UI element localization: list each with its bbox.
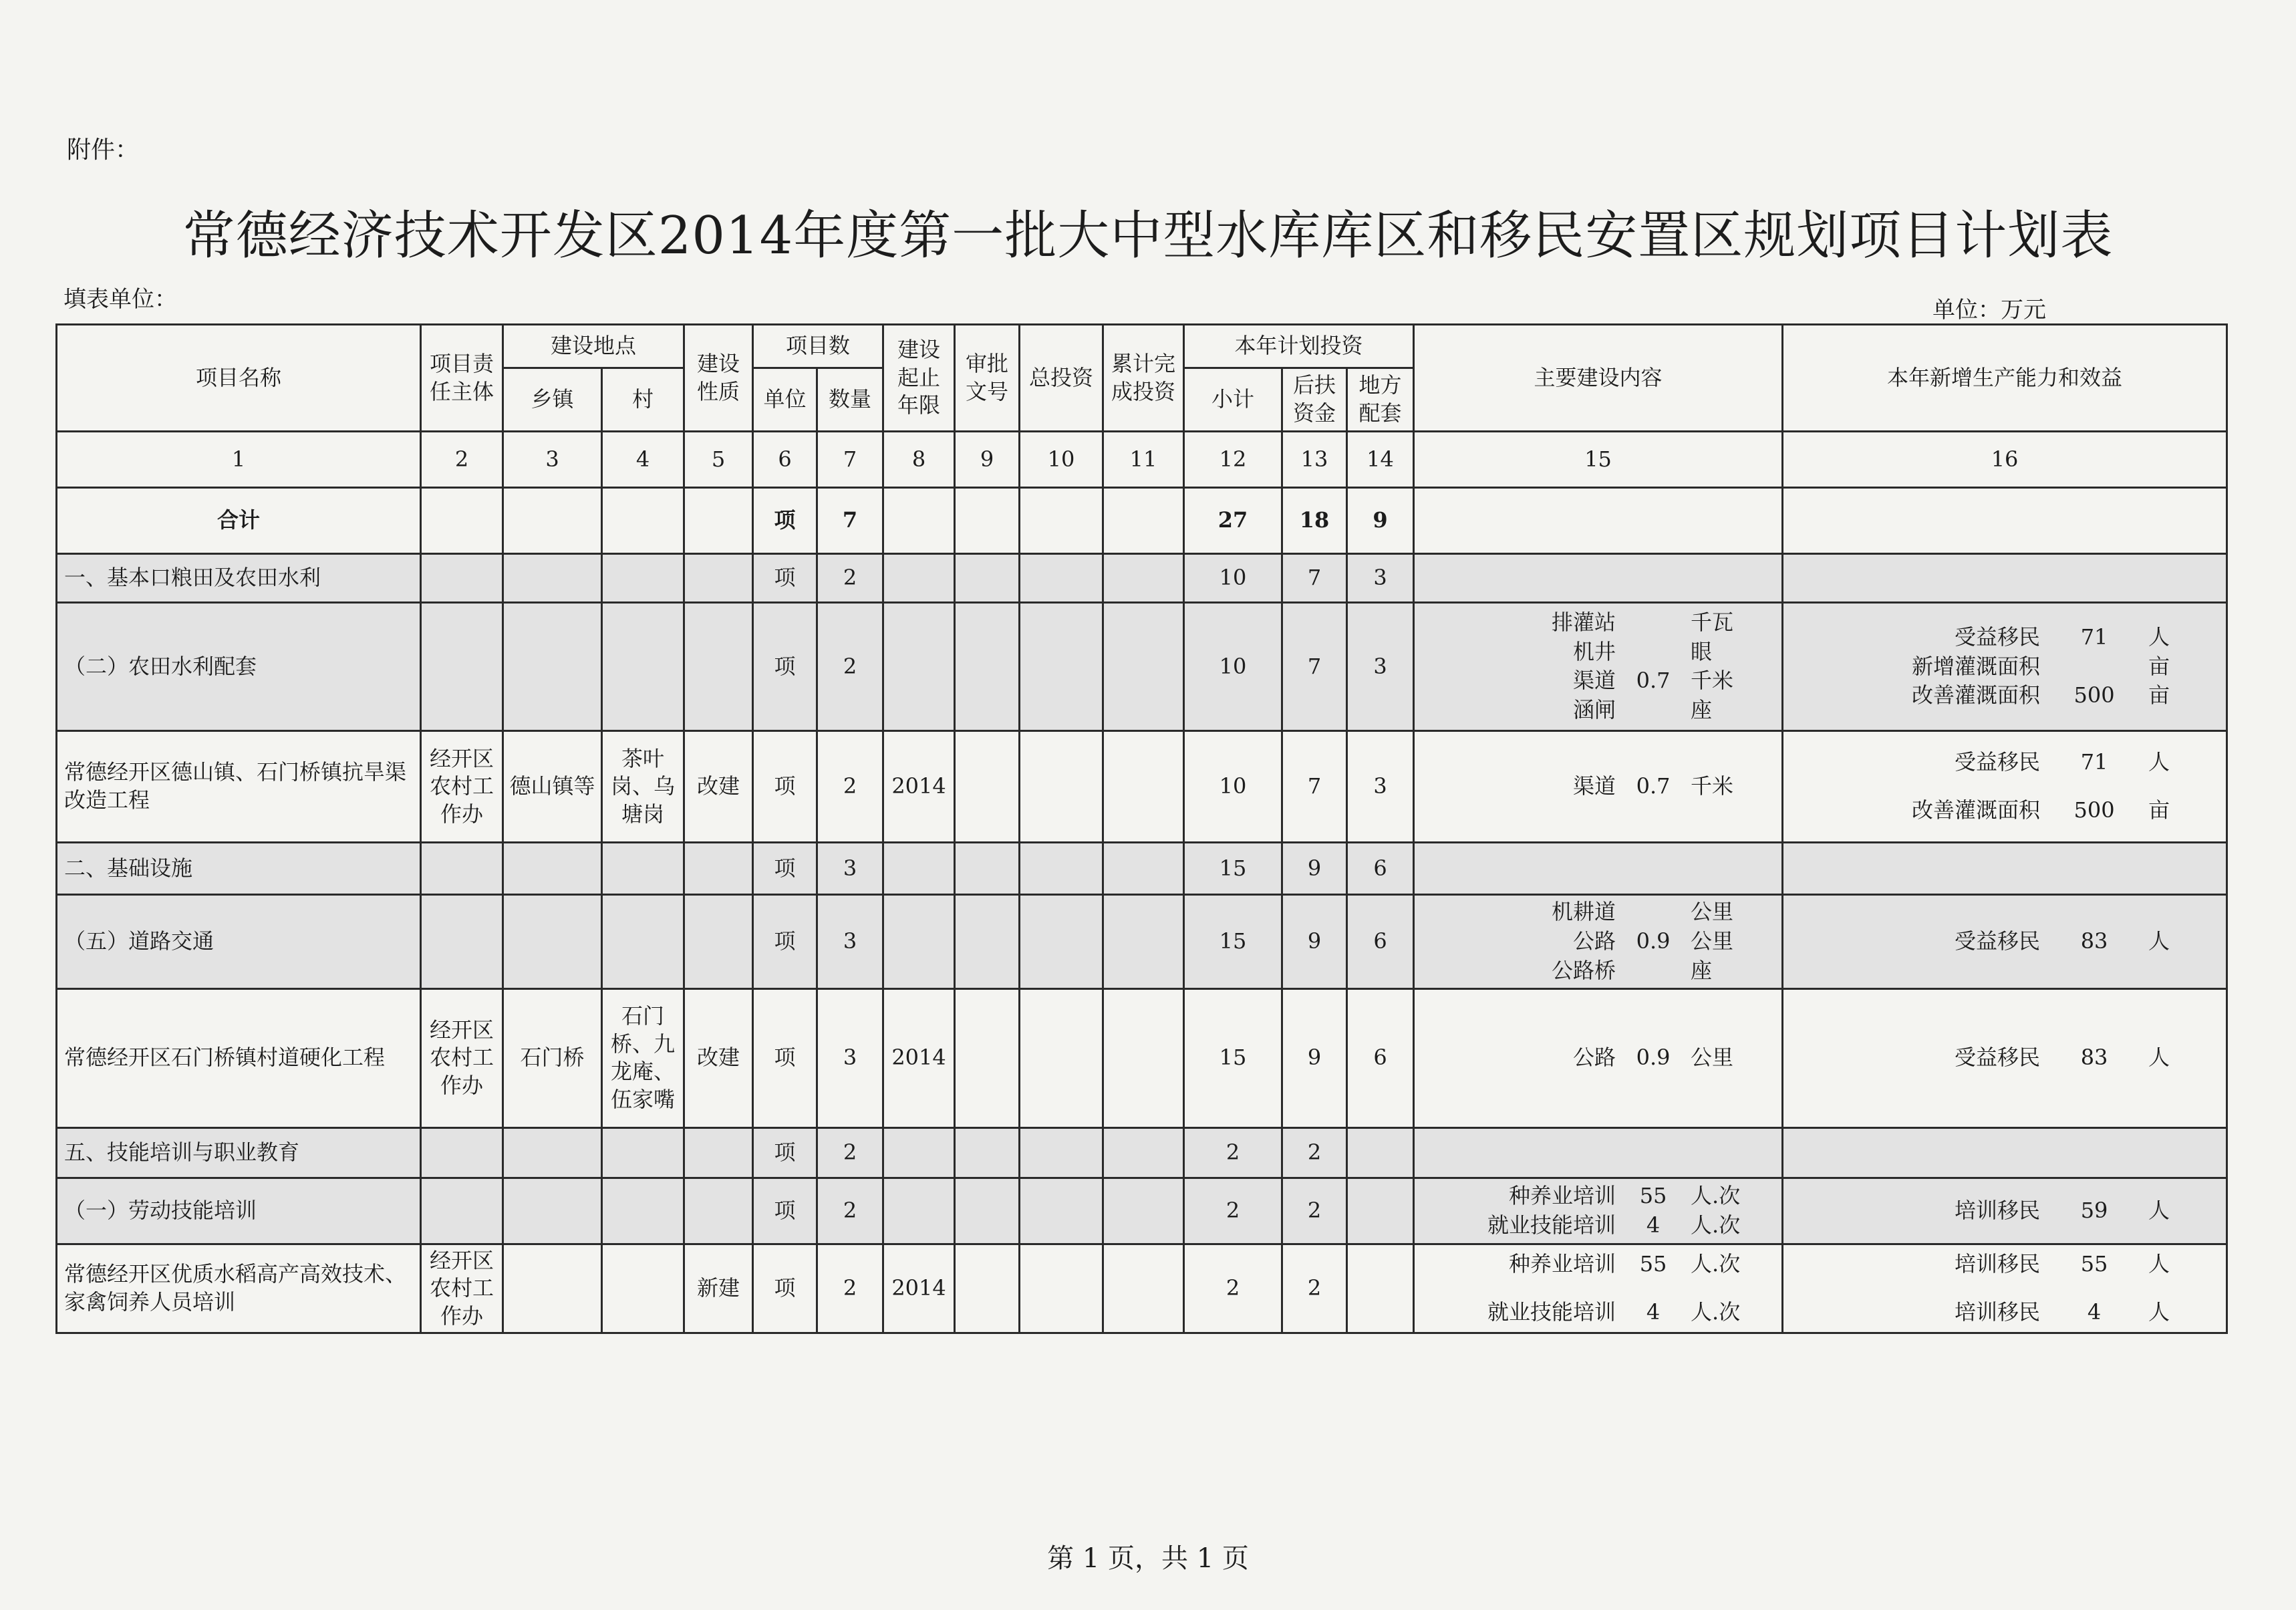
benefit-item: 83 (2080, 1045, 2108, 1071)
benefit-item: 新增灌溉面积 (1912, 653, 2041, 679)
cell-approval (955, 602, 1020, 731)
cell-quantity: 2 (817, 1178, 883, 1244)
table-row (57, 553, 2227, 602)
cell-nature (684, 487, 753, 553)
cell-town (503, 842, 602, 894)
cell-new-capacity (1783, 731, 2227, 843)
cell-unit: 项 (753, 553, 817, 602)
cell-village (602, 553, 684, 602)
cell-total (1020, 988, 1103, 1127)
cell-quantity: 2 (817, 1244, 883, 1333)
cell-support-fund: 9 (1282, 842, 1347, 894)
content-item: 座 (1691, 696, 1713, 722)
cell-approval (955, 731, 1020, 843)
cell-village (602, 1244, 684, 1333)
cell-support-fund: 9 (1282, 988, 1347, 1127)
table-row (57, 1244, 2227, 1333)
benefit-item: 71 (2080, 749, 2108, 775)
content-item: 机井 (1573, 638, 1616, 664)
cell-project-name: 二、基础设施 (57, 842, 421, 894)
cell-main-content (1414, 988, 1783, 1127)
table-row (57, 842, 2227, 894)
cell-period (883, 842, 955, 894)
content-item: 千米 (1691, 668, 1734, 694)
cell-unit: 项 (753, 1127, 817, 1178)
header-annual-plan: 本年计划投资 (1184, 325, 1414, 368)
cell-responsible (421, 1178, 503, 1244)
cell-subtotal: 15 (1184, 988, 1282, 1127)
benefit-item: 亩 (2148, 797, 2170, 823)
cell-quantity: 2 (817, 553, 883, 602)
cell-cumulative (1103, 553, 1184, 602)
cell-local-match: 3 (1347, 553, 1414, 602)
cell-village (602, 1178, 684, 1244)
cell-town (503, 1244, 602, 1333)
benefit-item: 4 (2087, 1299, 2102, 1325)
cell-local-match: 6 (1347, 842, 1414, 894)
annex-label: 附件： (67, 136, 140, 164)
cell-nature (684, 894, 753, 988)
col-num: 6 (753, 432, 817, 487)
cell-town: 石门桥 (503, 988, 602, 1127)
table-row (57, 1178, 2227, 1244)
cell-subtotal: 15 (1184, 894, 1282, 988)
col-num: 4 (602, 432, 684, 487)
col-num: 8 (883, 432, 955, 487)
cell-support-fund: 9 (1282, 894, 1347, 988)
cell-local-match: 3 (1347, 602, 1414, 731)
table-row (57, 487, 2227, 553)
cell-town: 德山镇等 (503, 731, 602, 843)
cell-responsible (421, 842, 503, 894)
content-item: 公里 (1691, 928, 1734, 954)
content-item: 机耕道 (1552, 899, 1616, 925)
cell-project-name: 常德经开区优质水稻高产高效技术、家禽饲养人员培训 (57, 1244, 421, 1333)
cell-village (602, 894, 684, 988)
header-total-investment: 总投资 (1020, 325, 1103, 432)
cell-village (602, 1127, 684, 1178)
cell-village (602, 602, 684, 731)
content-item: 55 (1639, 1183, 1667, 1209)
cell-nature (684, 1178, 753, 1244)
content-item: 公里 (1691, 1045, 1734, 1071)
benefit-item: 人 (2148, 1198, 2170, 1224)
col-num: 12 (1184, 432, 1282, 487)
header-approval-no: 审批文号 (955, 325, 1020, 432)
cell-period: 2014 (883, 1244, 955, 1333)
content-item (1626, 696, 1680, 724)
benefit-item: 人 (2148, 1299, 2170, 1325)
content-item: 4 (1646, 1212, 1661, 1238)
benefit-item: 人 (2148, 928, 2170, 954)
cell-cumulative (1103, 487, 1184, 553)
cell-project-name: 常德经开区德山镇、石门桥镇抗旱渠改造工程 (57, 731, 421, 843)
cell-period (883, 894, 955, 988)
cell-village: 石门桥、九龙庵、伍家嘴 (602, 988, 684, 1127)
header-location: 建设地点 (503, 325, 684, 368)
cell-town (503, 553, 602, 602)
header-project-count: 项目数 (753, 325, 883, 368)
cell-local-match: 6 (1347, 988, 1414, 1127)
cell-nature (684, 553, 753, 602)
cell-local-match (1347, 1244, 1414, 1333)
cell-quantity: 3 (817, 842, 883, 894)
content-item: 公路桥 (1552, 957, 1616, 983)
cell-cumulative (1103, 731, 1184, 843)
cell-support-fund: 2 (1282, 1244, 1347, 1333)
col-num: 7 (817, 432, 883, 487)
cell-total (1020, 1244, 1103, 1333)
cell-main-content (1414, 1244, 1783, 1333)
col-num: 14 (1347, 432, 1414, 487)
content-item: 0.9 (1636, 928, 1671, 954)
cell-town (503, 1127, 602, 1178)
benefit-item: 500 (2073, 797, 2115, 823)
table-row (57, 731, 2227, 843)
cell-approval (955, 894, 1020, 988)
header-local-match: 地方配套 (1347, 368, 1414, 432)
content-item: 眼 (1691, 638, 1713, 664)
cell-new-capacity (1783, 1244, 2227, 1333)
content-item: 55 (1639, 1251, 1667, 1277)
cell-nature (684, 602, 753, 731)
cell-project-name: 常德经开区石门桥镇村道硬化工程 (57, 988, 421, 1127)
cell-subtotal: 2 (1184, 1178, 1282, 1244)
cell-responsible: 经开区农村工作办 (421, 988, 503, 1127)
header-main-content: 主要建设内容 (1414, 325, 1783, 432)
header-unit: 单位 (753, 368, 817, 432)
content-item: 渠道 (1573, 773, 1616, 799)
cell-period (883, 602, 955, 731)
benefit-item: 培训移民 (1955, 1251, 2041, 1277)
cell-quantity: 3 (817, 988, 883, 1127)
col-num: 16 (1783, 432, 2227, 487)
header-project-name: 项目名称 (57, 325, 421, 432)
benefit-item: 受益移民 (1955, 624, 2041, 650)
cell-total (1020, 1127, 1103, 1178)
content-item: 0.7 (1636, 773, 1671, 799)
header-town: 乡镇 (503, 368, 602, 432)
cell-main-content (1414, 602, 1783, 731)
cell-project-name: 合计 (57, 487, 421, 553)
column-number-row (57, 432, 2227, 487)
document-title: 常德经济技术开发区2014年度第一批大中型水库库区和移民安置区规划项目计划表 (182, 206, 2114, 266)
content-item: 涵闸 (1573, 696, 1616, 722)
benefit-item: 59 (2080, 1198, 2108, 1224)
cell-approval (955, 487, 1020, 553)
benefit-item: 亩 (2148, 653, 2170, 679)
cell-responsible (421, 487, 503, 553)
cell-approval (955, 1178, 1020, 1244)
cell-unit: 项 (753, 731, 817, 843)
content-item: 渠道 (1573, 668, 1616, 694)
cell-support-fund: 2 (1282, 1178, 1347, 1244)
content-item (1626, 638, 1680, 666)
cell-period (883, 1178, 955, 1244)
cell-cumulative (1103, 602, 1184, 731)
header-period: 建设起止年限 (883, 325, 955, 432)
cell-total (1020, 553, 1103, 602)
benefit-item: 受益移民 (1955, 1045, 2041, 1071)
cell-town (503, 894, 602, 988)
cell-unit: 项 (753, 842, 817, 894)
cell-town (503, 1178, 602, 1244)
benefit-item: 500 (2073, 682, 2115, 708)
cell-main-content (1414, 553, 1783, 602)
cell-subtotal: 15 (1184, 842, 1282, 894)
cell-main-content (1414, 1127, 1783, 1178)
cell-approval (955, 988, 1020, 1127)
money-unit-label: 单位：万元 (1932, 297, 2046, 323)
content-item (1626, 957, 1680, 985)
content-item: 种养业培训 (1509, 1251, 1616, 1277)
cell-project-name: （一）劳动技能培训 (57, 1178, 421, 1244)
cell-local-match: 9 (1347, 487, 1414, 553)
cell-project-name: 五、技能培训与职业教育 (57, 1127, 421, 1178)
content-item: 座 (1691, 957, 1713, 983)
cell-support-fund: 7 (1282, 602, 1347, 731)
cell-local-match (1347, 1178, 1414, 1244)
cell-quantity: 2 (817, 602, 883, 731)
cell-approval (955, 553, 1020, 602)
cell-project-name: （五）道路交通 (57, 894, 421, 988)
content-item: 公路 (1573, 1045, 1616, 1071)
cell-cumulative (1103, 842, 1184, 894)
cell-period (883, 1127, 955, 1178)
content-item: 0.7 (1636, 668, 1671, 694)
content-item: 公路 (1573, 928, 1616, 954)
cell-period: 2014 (883, 988, 955, 1127)
content-item: 人.次 (1691, 1251, 1741, 1277)
cell-cumulative (1103, 1178, 1184, 1244)
cell-total (1020, 842, 1103, 894)
benefit-item: 亩 (2148, 682, 2170, 708)
cell-responsible (421, 1127, 503, 1178)
cell-subtotal: 10 (1184, 602, 1282, 731)
content-item: 0.9 (1636, 1045, 1671, 1071)
cell-approval (955, 1127, 1020, 1178)
cell-village (602, 842, 684, 894)
benefit-item: 人 (2148, 749, 2170, 775)
table-body (57, 325, 2227, 1333)
header-subtotal: 小计 (1184, 368, 1282, 432)
cell-nature: 改建 (684, 988, 753, 1127)
cell-project-name: （二）农田水利配套 (57, 602, 421, 731)
cell-period (883, 487, 955, 553)
cell-total (1020, 1178, 1103, 1244)
cell-subtotal: 2 (1184, 1127, 1282, 1178)
cell-nature: 改建 (684, 731, 753, 843)
cell-subtotal: 10 (1184, 553, 1282, 602)
cell-local-match (1347, 1127, 1414, 1178)
content-item: 千瓦 (1691, 610, 1734, 636)
cell-total (1020, 487, 1103, 553)
cell-approval (955, 842, 1020, 894)
header-nature: 建设性质 (684, 325, 753, 432)
cell-approval (955, 1244, 1020, 1333)
header-support-fund: 后扶资金 (1282, 368, 1347, 432)
benefit-item: 71 (2080, 624, 2108, 650)
benefit-item: 83 (2080, 928, 2108, 954)
cell-quantity: 2 (817, 1127, 883, 1178)
cell-subtotal: 2 (1184, 1244, 1282, 1333)
cell-unit: 项 (753, 1244, 817, 1333)
col-num: 9 (955, 432, 1020, 487)
cell-nature (684, 842, 753, 894)
cell-local-match: 3 (1347, 731, 1414, 843)
benefit-item: 55 (2080, 1251, 2108, 1277)
header-quantity: 数量 (817, 368, 883, 432)
content-item: 4 (1646, 1299, 1661, 1325)
project-plan-table (55, 323, 2228, 1334)
content-item (1626, 609, 1680, 637)
col-num: 10 (1020, 432, 1103, 487)
content-item: 千米 (1691, 773, 1734, 799)
benefit-item: 受益移民 (1955, 928, 2041, 954)
content-item: 人.次 (1691, 1299, 1741, 1325)
table-row (57, 894, 2227, 988)
content-item: 就业技能培训 (1487, 1212, 1616, 1238)
cell-quantity: 3 (817, 894, 883, 988)
cell-main-content (1414, 1178, 1783, 1244)
cell-town (503, 602, 602, 731)
cell-unit: 项 (753, 487, 817, 553)
cell-total (1020, 894, 1103, 988)
table-row (57, 988, 2227, 1127)
cell-new-capacity (1783, 487, 2227, 553)
page-footer: 第 1 页，共 1 页 (1047, 1543, 1249, 1574)
cell-responsible (421, 553, 503, 602)
cell-cumulative (1103, 1127, 1184, 1178)
cell-local-match: 6 (1347, 894, 1414, 988)
cell-period: 2014 (883, 731, 955, 843)
table-row (57, 1127, 2227, 1178)
content-item: 就业技能培训 (1487, 1299, 1616, 1325)
cell-new-capacity (1783, 1178, 2227, 1244)
cell-subtotal: 10 (1184, 731, 1282, 843)
cell-village: 茶叶岗、乌塘岗 (602, 731, 684, 843)
cell-support-fund: 7 (1282, 553, 1347, 602)
cell-nature (684, 1127, 753, 1178)
col-num: 11 (1103, 432, 1184, 487)
header-responsible: 项目责任主体 (421, 325, 503, 432)
col-num: 5 (684, 432, 753, 487)
content-item (1626, 898, 1680, 926)
cell-new-capacity (1783, 894, 2227, 988)
cell-support-fund: 7 (1282, 731, 1347, 843)
content-item: 人.次 (1691, 1212, 1741, 1238)
table-row (57, 602, 2227, 731)
cell-unit: 项 (753, 988, 817, 1127)
header-cumulative: 累计完成投资 (1103, 325, 1184, 432)
cell-main-content (1414, 731, 1783, 843)
cell-responsible (421, 602, 503, 731)
cell-total (1020, 602, 1103, 731)
cell-new-capacity (1783, 602, 2227, 731)
benefit-item (2051, 653, 2138, 681)
col-num: 2 (421, 432, 503, 487)
cell-quantity: 2 (817, 731, 883, 843)
cell-unit: 项 (753, 1178, 817, 1244)
cell-new-capacity (1783, 988, 2227, 1127)
cell-period (883, 553, 955, 602)
cell-new-capacity (1783, 1127, 2227, 1178)
col-num: 3 (503, 432, 602, 487)
cell-town (503, 487, 602, 553)
col-num: 13 (1282, 432, 1347, 487)
cell-main-content (1414, 894, 1783, 988)
content-item: 排灌站 (1552, 610, 1616, 636)
benefit-item: 人 (2148, 624, 2170, 650)
benefit-item: 培训移民 (1955, 1198, 2041, 1224)
cell-new-capacity (1783, 842, 2227, 894)
content-item: 种养业培训 (1509, 1183, 1616, 1209)
cell-cumulative (1103, 1244, 1184, 1333)
benefit-item: 人 (2148, 1251, 2170, 1277)
cell-quantity: 7 (817, 487, 883, 553)
content-item: 公里 (1691, 899, 1734, 925)
benefit-item: 改善灌溉面积 (1912, 797, 2041, 823)
col-num: 15 (1414, 432, 1783, 487)
benefit-item: 培训移民 (1955, 1299, 2041, 1325)
cell-cumulative (1103, 894, 1184, 988)
cell-cumulative (1103, 988, 1184, 1127)
content-item: 人.次 (1691, 1183, 1741, 1209)
cell-unit: 项 (753, 602, 817, 731)
cell-nature: 新建 (684, 1244, 753, 1333)
header-new-capacity: 本年新增生产能力和效益 (1783, 325, 2227, 432)
benefit-item: 改善灌溉面积 (1912, 682, 2041, 708)
cell-main-content (1414, 487, 1783, 553)
cell-new-capacity (1783, 553, 2227, 602)
cell-subtotal: 27 (1184, 487, 1282, 553)
fill-unit-label: 填表单位： (63, 286, 177, 313)
cell-main-content (1414, 842, 1783, 894)
cell-support-fund: 2 (1282, 1127, 1347, 1178)
benefit-item: 人 (2148, 1045, 2170, 1071)
cell-responsible (421, 894, 503, 988)
cell-responsible: 经开区农村工作办 (421, 731, 503, 843)
benefit-item: 受益移民 (1955, 749, 2041, 775)
cell-support-fund: 18 (1282, 487, 1347, 553)
cell-total (1020, 731, 1103, 843)
col-num: 1 (57, 432, 421, 487)
cell-project-name: 一、基本口粮田及农田水利 (57, 553, 421, 602)
cell-unit: 项 (753, 894, 817, 988)
cell-responsible: 经开区农村工作办 (421, 1244, 503, 1333)
cell-village (602, 487, 684, 553)
header-village: 村 (602, 368, 684, 432)
